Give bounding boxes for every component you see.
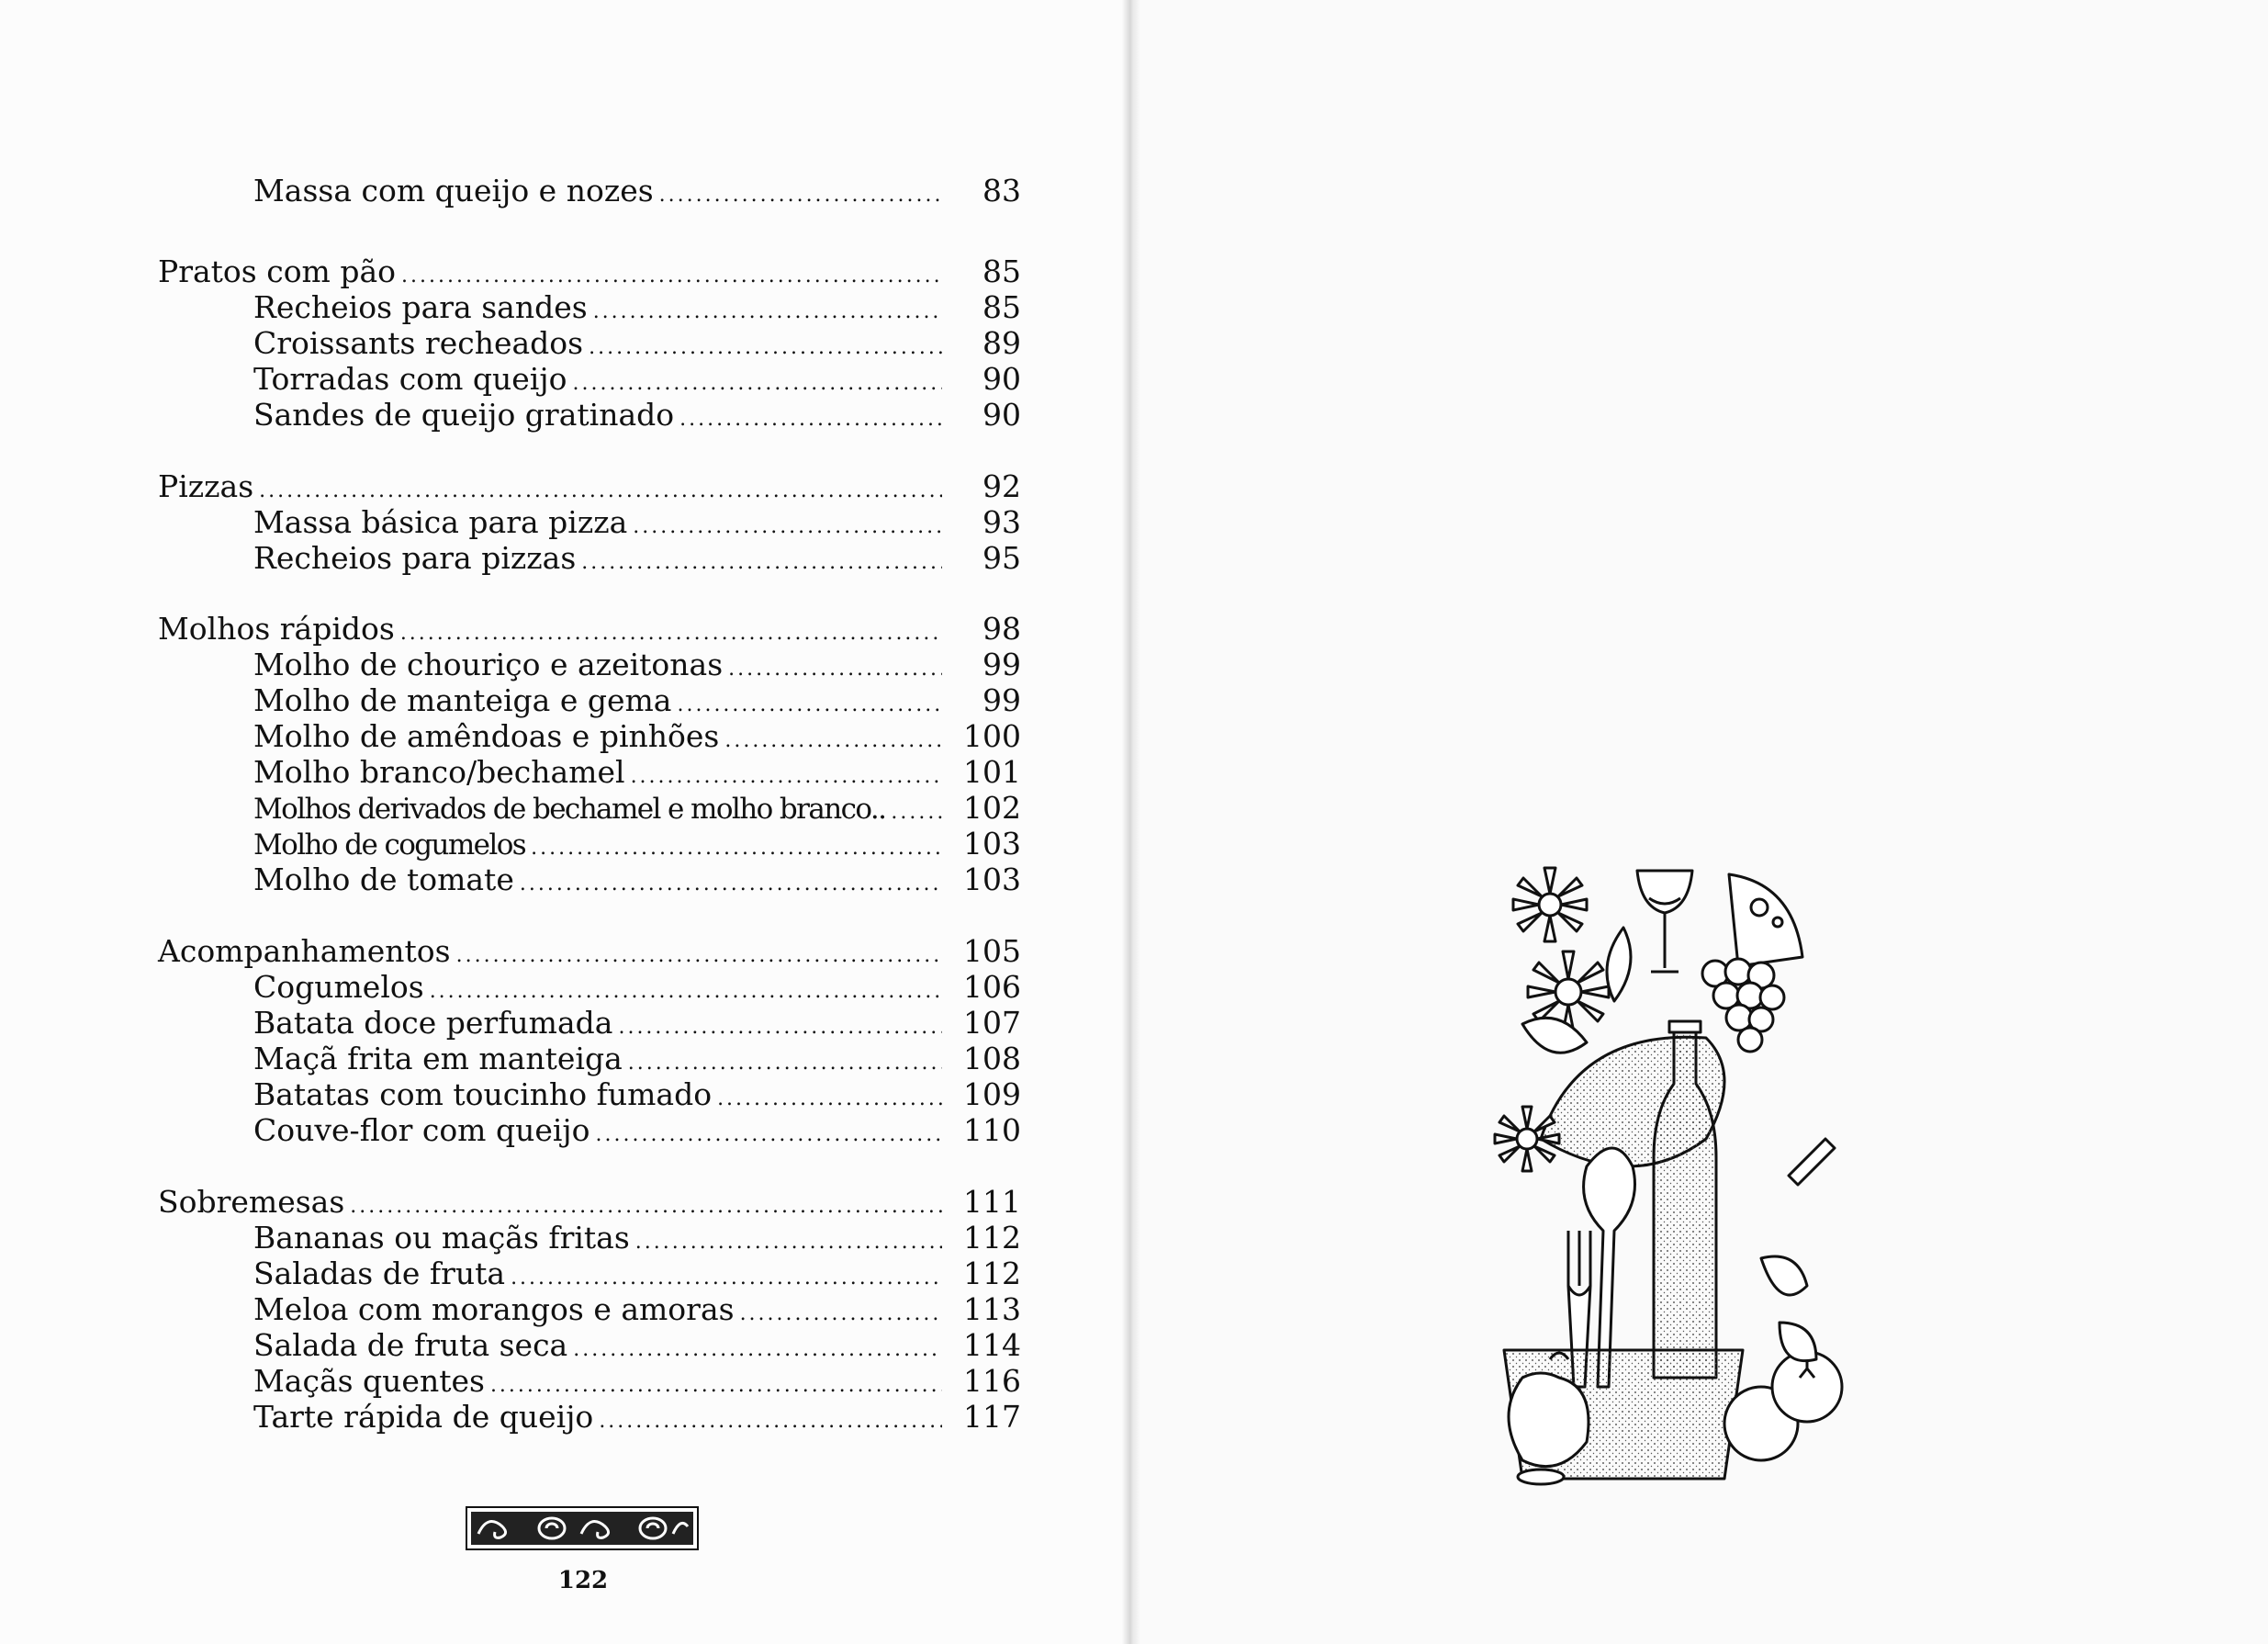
dot-leader (572, 367, 942, 400)
toc-entry (253, 1114, 1021, 1147)
page-number: 122 (557, 1567, 609, 1594)
dot-leader (659, 179, 942, 212)
dot-leader (400, 617, 942, 650)
toc-entry (253, 506, 1021, 539)
toc-item-label: Molho de manteiga e gema (253, 682, 672, 718)
dot-leader (677, 689, 942, 722)
toc-section-label: Acompanhamentos (158, 933, 451, 969)
dot-leader (456, 940, 942, 973)
dot-leader (490, 1369, 942, 1402)
toc-page-number: 85 (982, 289, 1021, 325)
toc-page-number: 100 (963, 718, 1021, 754)
toc-page-number: 103 (963, 861, 1021, 897)
toc-page-number: 113 (963, 1291, 1021, 1327)
toc-entry (253, 1293, 1021, 1326)
toc-page-number: 101 (963, 754, 1021, 790)
dot-leader (618, 1011, 942, 1044)
toc-item-label: Bananas ou maçãs fritas (253, 1220, 630, 1256)
toc-entry (253, 828, 1021, 861)
toc-entry (158, 470, 1021, 503)
toc-entry (253, 971, 1021, 1004)
toc-page-number: 112 (963, 1220, 1021, 1256)
toc-item-label: Molho de amêndoas e pinhões (253, 718, 720, 754)
toc-item-label: Tarte rápida de queijo (253, 1399, 594, 1435)
toc-page-number: 89 (982, 325, 1021, 361)
scroll-wave-ornament-icon (466, 1506, 699, 1550)
toc-section-label: Pizzas (158, 468, 254, 504)
toc-item-label: Couve-flor com queijo (253, 1112, 590, 1148)
toc-page-number: 107 (963, 1005, 1021, 1041)
toc-entry (253, 399, 1021, 432)
toc-item-label: Molho de cogumelos (253, 828, 526, 861)
toc-page-number: 105 (963, 933, 1021, 969)
toc-entry (253, 648, 1021, 681)
dot-leader (573, 1334, 942, 1367)
dot-leader (724, 725, 942, 758)
toc-page-number: 90 (982, 361, 1021, 397)
toc-item-label: Meloa com morangos e amoras (253, 1291, 735, 1327)
toc-entry (253, 720, 1021, 753)
toc-entry (253, 792, 1021, 825)
toc-entry (253, 1329, 1021, 1362)
dot-leader (679, 403, 942, 436)
toc-item-label: Maçã frita em manteiga (253, 1041, 623, 1076)
toc-page-number: 114 (963, 1327, 1021, 1363)
toc-page-number: 111 (963, 1184, 1021, 1220)
toc-entry (253, 756, 1021, 789)
toc-entry (253, 1007, 1021, 1040)
toc-entry (253, 1078, 1021, 1111)
toc-entry (253, 1042, 1021, 1075)
toc-entry (158, 935, 1021, 968)
toc-item-label: Molho branco/bechamel (253, 754, 625, 790)
toc-page-number: 108 (963, 1041, 1021, 1076)
toc-item-label: Molhos derivados de bechamel e molho branco.. (253, 793, 886, 826)
toc-entry (158, 1186, 1021, 1219)
dot-leader (633, 511, 942, 544)
toc-item-label: Maçãs quentes (253, 1363, 485, 1399)
food-still-life-illustration-icon (1486, 863, 1853, 1488)
dot-leader (631, 760, 942, 794)
toc-entry (253, 327, 1021, 360)
dot-leader (401, 260, 942, 293)
toc-item-label: Saladas de fruta (253, 1256, 506, 1291)
toc-page-number: 99 (982, 647, 1021, 682)
dot-leader (593, 296, 942, 329)
toc-item-label: Sandes de queijo gratinado (253, 397, 675, 433)
toc-page-number: 109 (963, 1076, 1021, 1112)
toc-entry (253, 175, 1021, 208)
toc-entry (253, 363, 1021, 396)
toc-entry (253, 1222, 1021, 1255)
toc-section-label: Sobremesas (158, 1184, 345, 1220)
dot-leader (599, 1405, 942, 1438)
dot-leader (635, 1226, 942, 1259)
dot-leader (717, 1083, 942, 1116)
toc-entry (253, 1365, 1021, 1398)
toc-page-number: 92 (982, 468, 1021, 504)
dot-leader (531, 832, 942, 865)
toc-page-number: 99 (982, 682, 1021, 718)
dot-leader (628, 1047, 942, 1080)
toc-item-label: Torradas com queijo (253, 361, 567, 397)
toc-item-label: Batatas com toucinho fumado (253, 1076, 713, 1112)
dot-leader (511, 1262, 942, 1295)
toc-page-number: 83 (982, 173, 1021, 208)
toc-page-number: 95 (982, 540, 1021, 576)
toc-item-label: Recheios para pizzas (253, 540, 577, 576)
toc-item-label: Cogumelos (253, 969, 424, 1005)
book-spine (1122, 0, 1140, 1644)
dot-leader (520, 868, 942, 901)
toc-page-number: 93 (982, 504, 1021, 540)
toc-entry (158, 613, 1021, 646)
dot-leader (728, 653, 942, 686)
toc-entry (253, 1401, 1021, 1434)
toc-entry (253, 291, 1021, 324)
toc-entry (253, 542, 1021, 575)
toc-page-number: 106 (963, 969, 1021, 1005)
toc-item-label: Batata doce perfumada (253, 1005, 613, 1041)
dot-leader (430, 975, 942, 1008)
dot-leader (259, 475, 942, 508)
toc-section-label: Pratos com pão (158, 253, 397, 289)
dot-leader (740, 1298, 942, 1331)
dot-leader (596, 1119, 942, 1152)
toc-item-label: Salada de fruta seca (253, 1327, 568, 1363)
toc-section-label: Molhos rápidos (158, 611, 395, 647)
toc-entry (253, 684, 1021, 717)
dot-leader (589, 332, 942, 365)
toc-page-number: 103 (963, 826, 1021, 861)
toc-page-number: 117 (963, 1399, 1021, 1435)
toc-page-number: 116 (963, 1363, 1021, 1399)
toc-entry (253, 863, 1021, 896)
toc-item-label: Massa básica para pizza (253, 504, 628, 540)
toc-entry (253, 1257, 1021, 1290)
toc-page-number: 98 (982, 611, 1021, 647)
dot-leader (581, 546, 942, 580)
toc-item-label: Molho de chouriço e azeitonas (253, 647, 724, 682)
toc-item-label: Massa com queijo e nozes (253, 173, 654, 208)
toc-page-number: 112 (963, 1256, 1021, 1291)
dot-leader (350, 1190, 942, 1223)
toc-page-number: 110 (963, 1112, 1021, 1148)
toc-entry (158, 255, 1021, 288)
toc-page-number: 102 (963, 790, 1021, 826)
toc-item-label: Croissants recheados (253, 325, 584, 361)
toc-page-number: 90 (982, 397, 1021, 433)
dot-leader (891, 796, 942, 829)
toc-item-label: Recheios para sandes (253, 289, 588, 325)
toc-page-number: 85 (982, 253, 1021, 289)
toc-item-label: Molho de tomate (253, 861, 514, 897)
